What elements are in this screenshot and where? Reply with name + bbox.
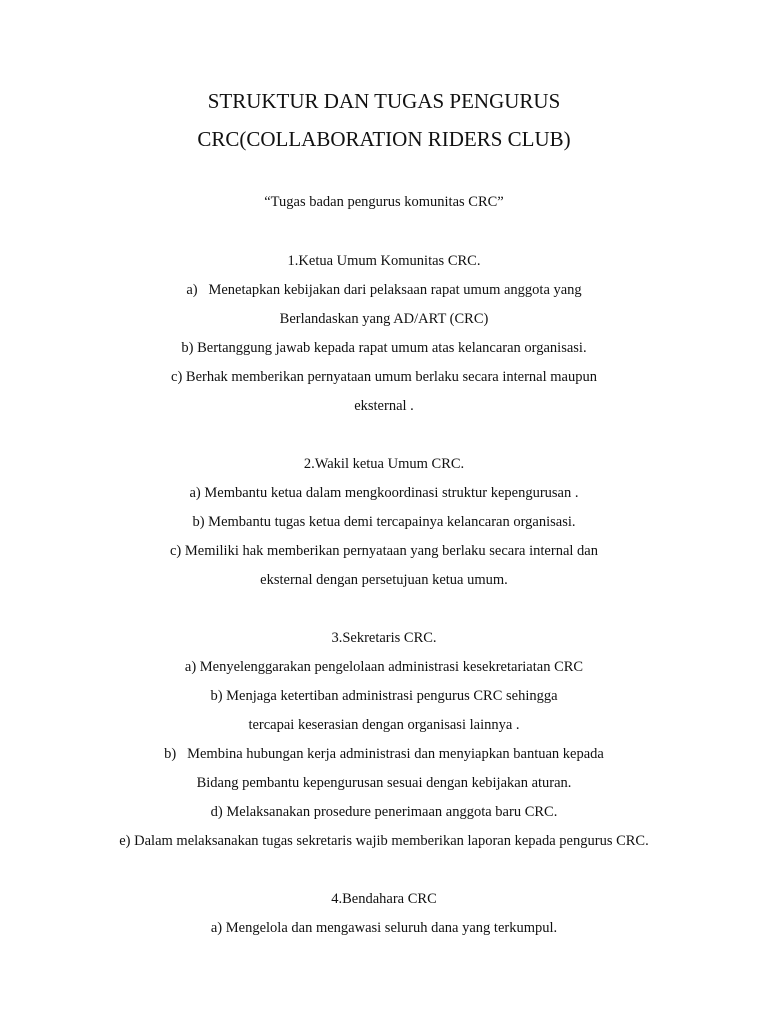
sekretaris-item-a: a) Menyelenggarakan pengelolaan administrasi kesekretariatan CRC [184,659,584,675]
bendahara-item-a: a) Mengelola dan mengawasi seluruh dana yang terkumpul. [210,920,558,936]
intro-text: “Tugas badan pengurus komunitas CRC” [264,194,504,210]
section-heading-wakil: 2.Wakil ketua Umum CRC. [303,456,465,472]
ketua-item-a-cont: Berlandaskan yang AD/ART (CRC) [279,311,489,327]
title-line-1: STRUKTUR DAN TUGAS PENGURUS [207,89,561,113]
section-heading-bendahara: 4.Bendahara CRC [331,891,437,907]
wakil-item-b: b) Membantu tugas ketua demi tercapainya kelancaran organisasi. [192,514,576,530]
title-line-2: CRC(COLLABORATION RIDERS CLUB) [197,127,571,151]
sekretaris-item-b2-cont: Bidang pembantu kepengurusan sesuai dengan kebijakan aturan. [196,775,572,791]
ketua-item-c-cont: eksternal . [354,398,414,414]
wakil-item-a: a) Membantu ketua dalam mengkoordinasi struktur kepengurusan . [189,485,579,501]
section-heading-sekretaris: 3.Sekretaris CRC. [331,630,437,646]
ketua-item-a: a) Menetapkan kebijakan dari pelaksaan rapat umum anggota yang [186,282,582,298]
sekretaris-item-d: d) Melaksanakan prosedure penerimaan anggota baru CRC. [210,804,558,820]
section-heading-ketua: 1.Ketua Umum Komunitas CRC. [287,253,481,269]
sekretaris-item-b2: b) Membina hubungan kerja administrasi dan menyiapkan bantuan kepada [164,746,604,762]
ketua-item-b: b) Bertanggung jawab kepada rapat umum atas kelancaran organisasi. [181,340,587,356]
wakil-item-c-cont: eksternal dengan persetujuan ketua umum. [260,572,508,588]
sekretaris-item-b-cont: tercapai keserasian dengan organisasi lainnya . [248,717,520,733]
sekretaris-item-e: e) Dalam melaksanakan tugas sekretaris wajib memberikan laporan kepada pengurus CRC. [119,833,649,849]
wakil-item-c: c) Memiliki hak memberikan pernyataan yang berlaku secara internal dan [170,543,598,559]
ketua-item-c: c) Berhak memberikan pernyataan umum berlaku secara internal maupun [171,369,597,385]
sekretaris-item-b: b) Menjaga ketertiban administrasi pengurus CRC sehingga [210,688,558,704]
